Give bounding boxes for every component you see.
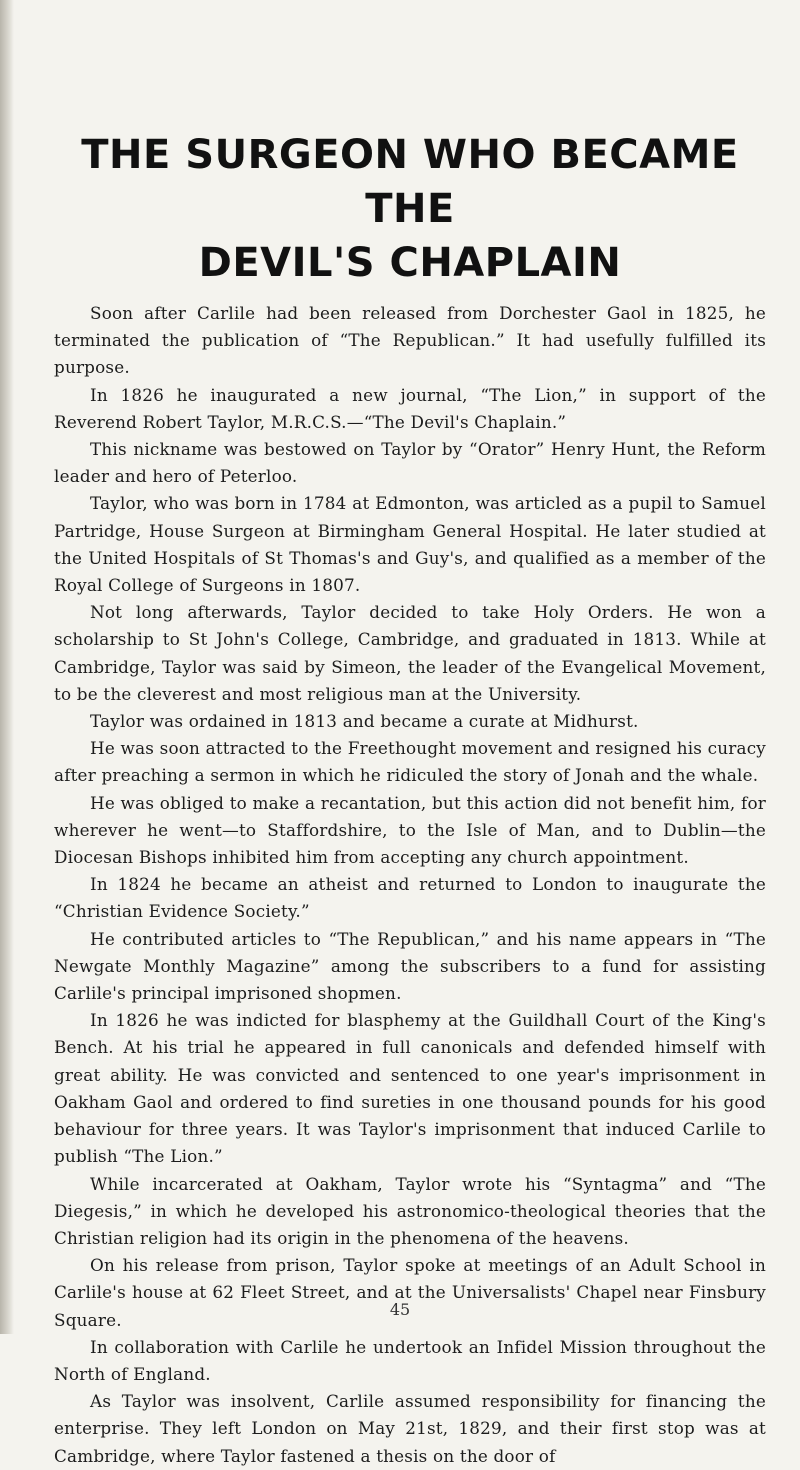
paragraph: While incarcerated at Oakham, Taylor wrote his “Syntagma” and “The Diegesis,” in which he developed his astronomico-theological theories that the Christian religion had its origin in the phenomena of the heavens. [54, 1173, 766, 1248]
paragraph: He was soon attracted to the Freethought movement and resigned his curacy after preaching a sermon in which he ridiculed the story of Jonah and the whale. [54, 738, 766, 786]
page-edge-shadow [0, 0, 14, 1334]
paragraph: Soon after Carlile had been released from Dorchester Gaol in 1825, he terminated the publication of “The Republican.” It had usefully fulfilled its purpose. [54, 303, 766, 378]
paragraph: On his release from prison, Taylor spoke at meetings of an Adult School in Carlile's house at 62 Fleet Street, and at the Universalists' Chapel near Finsbury Square. [54, 1255, 766, 1330]
paragraph: As Taylor was insolvent, Carlile assumed responsibility for financing the enterprise. They left London on May 21st, 1829, and their first stop was at Cambridge, where Taylor fastened a thesis on the door of [54, 1391, 766, 1466]
paragraph: In collaboration with Carlile he undertook an Infidel Mission throughout the North of England. [54, 1336, 766, 1384]
paragraph: Taylor, who was born in 1784 at Edmonton, was articled as a pupil to Samuel Partridge, House Surgeon at Birmingham General Hospital. He later studied at the United Hospitals of St Thomas's and Guy's, and qualified as a member of the Royal College of Surgeons in 1807. [54, 493, 766, 596]
chapter-title-line-1: THE SURGEON WHO BECAME THE [81, 132, 739, 232]
paragraph: In 1826 he was indicted for blasphemy at the Guildhall Court of the King's Bench. At his trial he appeared in full canonicals and defended himself with great ability. He was convicted and sentenced to one year's imprisonment in Oakham Gaol and ordered to find sureties in one thousand pounds for his good behaviour for three years. It was Taylor's imprisonment that induced Carlile to publish “The Lion.” [54, 1010, 766, 1167]
paragraph: Not long afterwards, Taylor decided to take Holy Orders. He won a scholarship to St John's College, Cambridge, and graduated in 1813. While at Cambridge, Taylor was said by Simeon, the leader of the Evangelical Movement, to be the cleverest and most religious man at the University. [54, 602, 766, 704]
chapter-title [54, 0, 766, 290]
paragraph: This nickname was bestowed on Taylor by “Orator” Henry Hunt, the Reform leader and hero of Peterloo. [54, 439, 766, 487]
body-text [54, 300, 766, 1470]
chapter-title-line-2: DEVIL'S CHAPLAIN [198, 240, 622, 286]
page-number: 45 [389, 1300, 411, 1319]
page-content [54, 0, 766, 1470]
paragraph: Taylor was ordained in 1813 and became a curate at Midhurst. [90, 711, 639, 732]
paragraph: In 1826 he inaugurated a new journal, “The Lion,” in support of the Reverend Robert Taylor, M.R.C.S.—“The Devil's Chaplain.” [54, 384, 766, 432]
paragraph: In 1824 he became an atheist and returned to London to inaugurate the “Christian Evidence Society.” [54, 874, 766, 922]
paragraph: He contributed articles to “The Republican,” and his name appears in “The Newgate Monthly Magazine” among the subscribers to a fund for assisting Carlile's principal imprisoned shopmen. [54, 928, 766, 1004]
paragraph: He was obliged to make a recantation, but this action did not benefit him, for wherever he went—to Staffordshire, to the Isle of Man, and to Dublin—the Diocesan Bishops inhibited him from accepting any church appointment. [54, 792, 766, 868]
